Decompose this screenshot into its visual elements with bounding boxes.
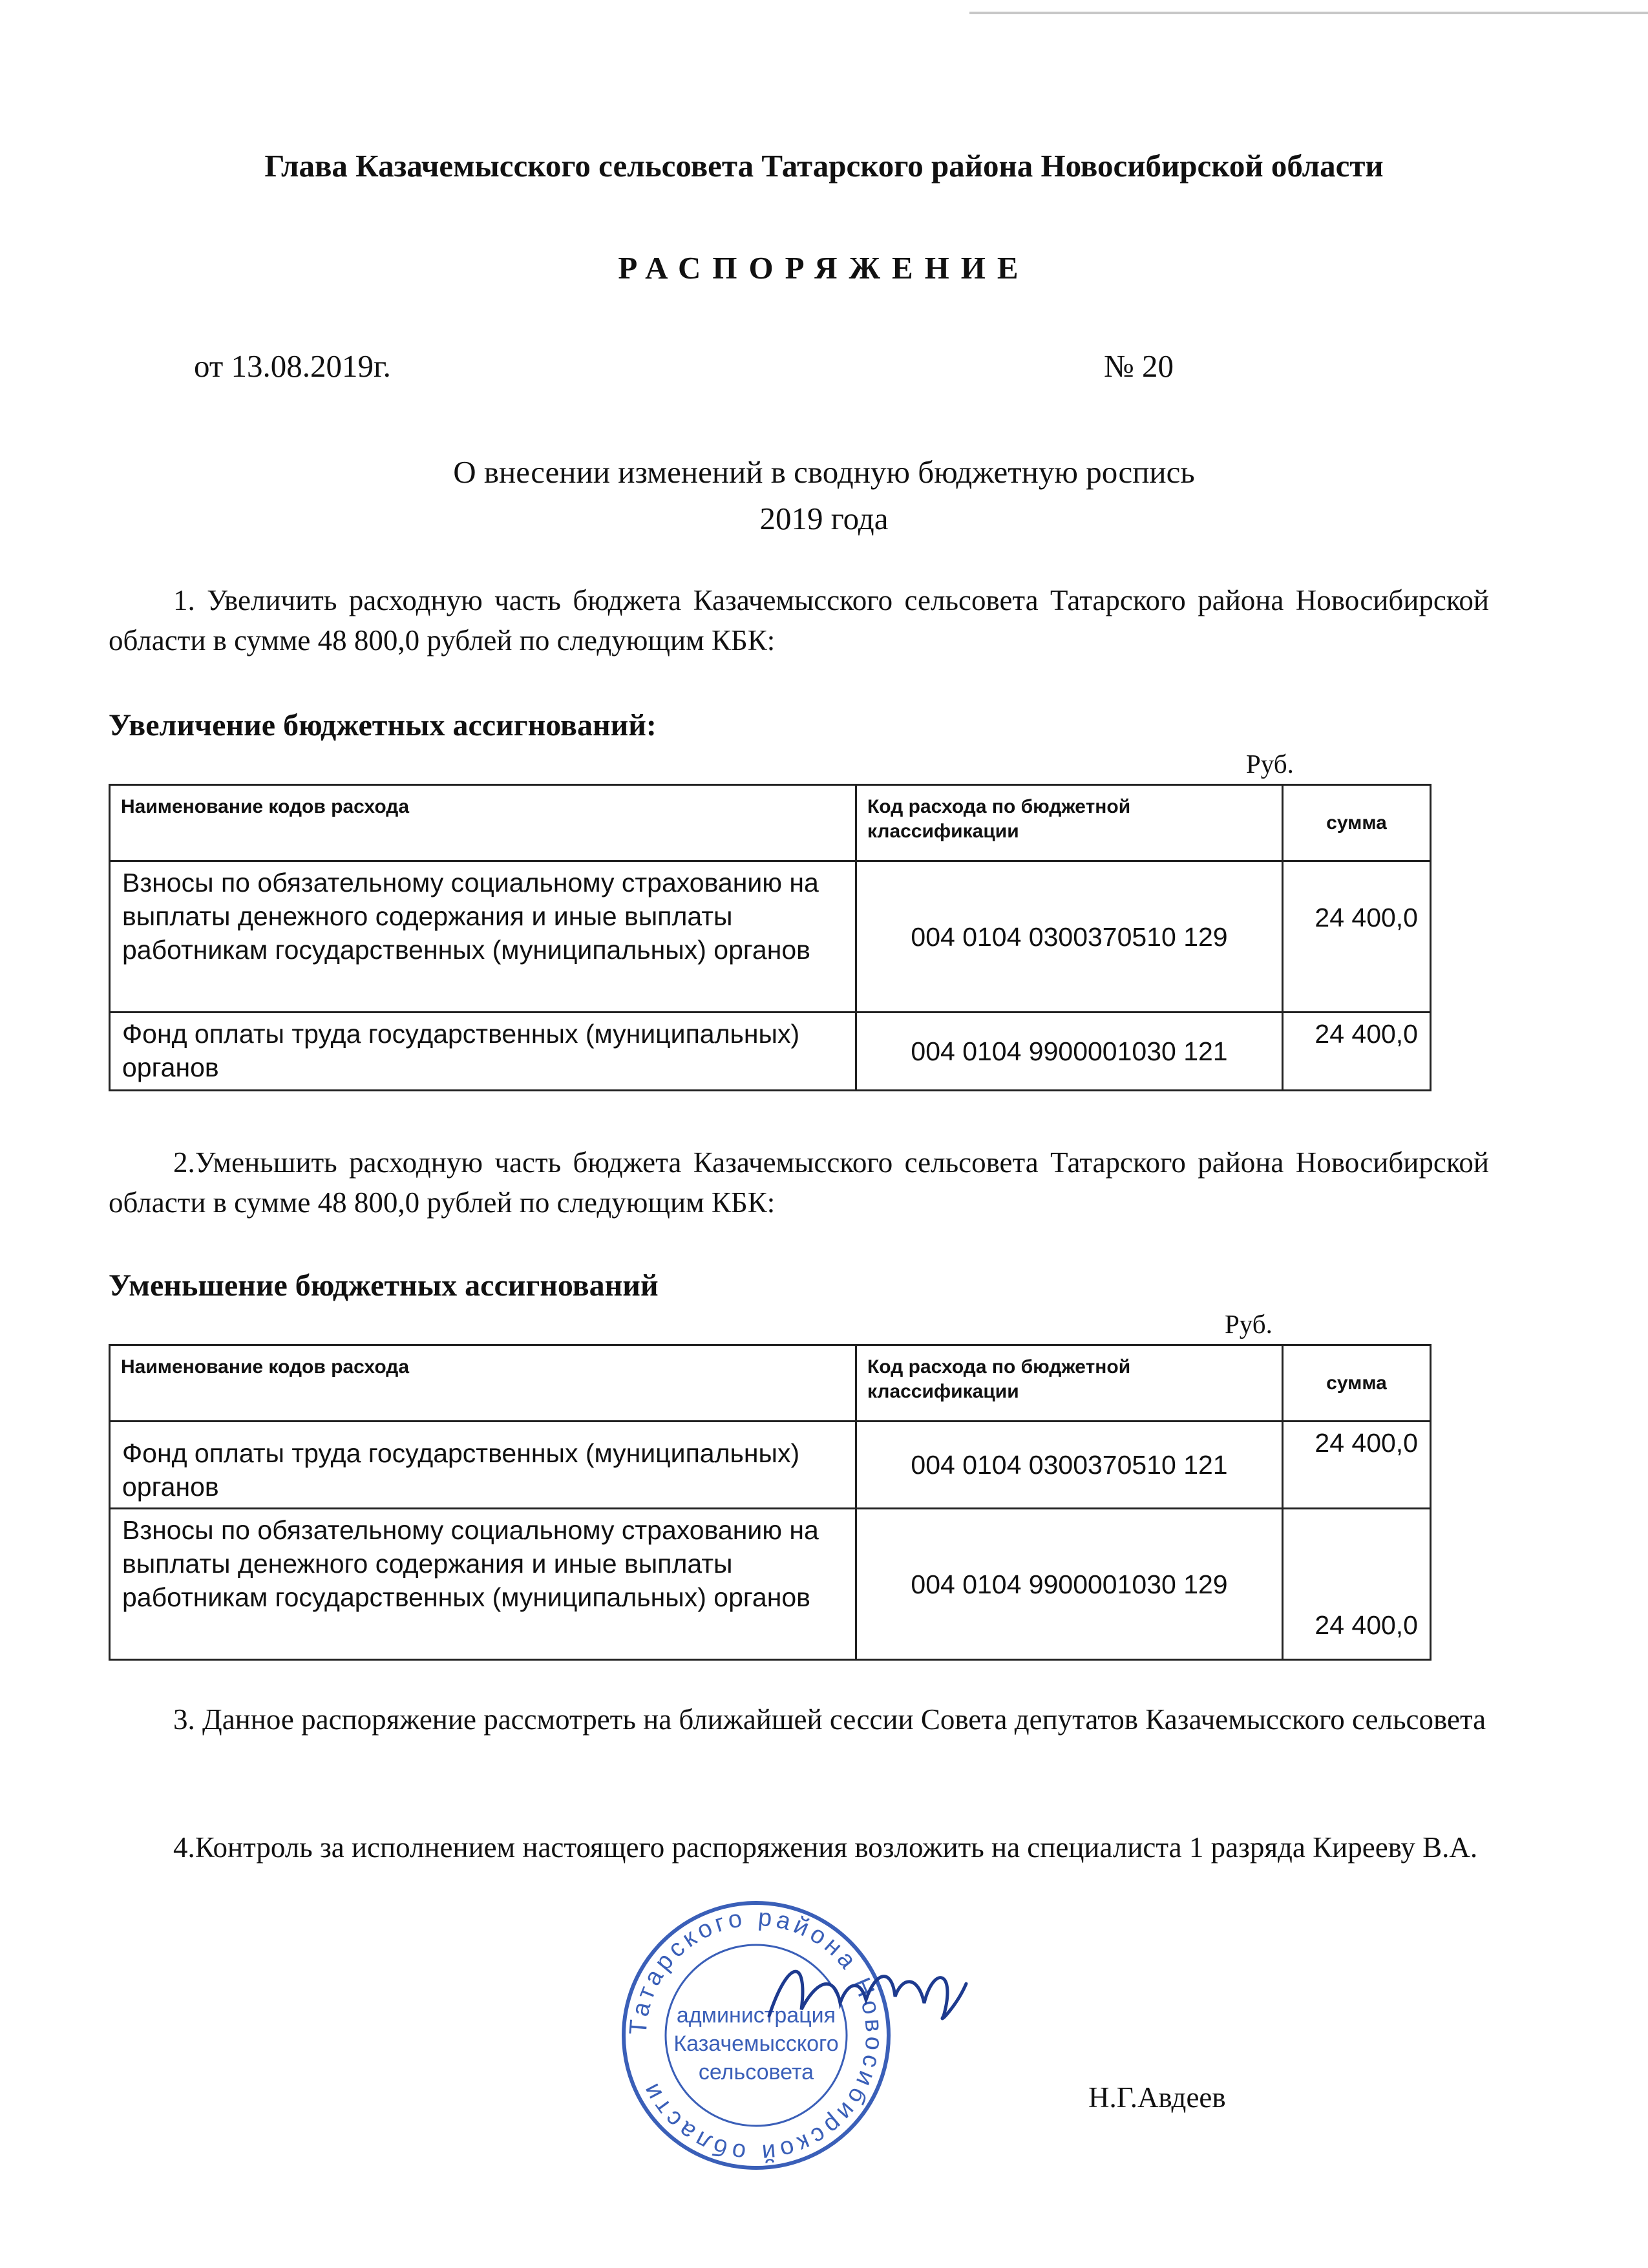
document-type: РАСПОРЯЖЕНИЕ [618, 250, 1030, 286]
column-header-amount: сумма [1283, 785, 1431, 861]
column-header-name: Наименование кодов расхода [110, 1345, 856, 1422]
item-1-paragraph: 1. Увеличить расходную часть бюджета Казачемысского сельсовета Татарского района Новосибирской области в сумме 48 800,0 рублей по следующим КБК: [109, 584, 1489, 656]
row-name: Взносы по обязательному социальному страхованию на выплаты денежного содержания и иные выплаты работникам государственных (муниципальных) органов [110, 1509, 856, 1660]
document-number: № 20 [1104, 348, 1174, 384]
row-code: 004 0104 9900001030 121 [856, 1013, 1283, 1091]
row-name: Взносы по обязательному социальному страхованию на выплаты денежного содержания и иные выплаты работникам государственных (муниципальных) органов [110, 861, 856, 1013]
decrease-unit: Руб. [1225, 1309, 1273, 1339]
table-row [110, 861, 1431, 1013]
increase-heading: Увеличение бюджетных ассигнований: [109, 708, 657, 742]
subject-line-1: О внесении изменений в сводную бюджетную роспись [453, 454, 1195, 490]
svg-text:администрацияКазачемысскогосел: администрация Казачемысского сельсовета [673, 2003, 839, 2084]
document-date: от 13.08.2019г. [194, 348, 391, 384]
row-code: 004 0104 0300370510 121 [856, 1422, 1283, 1509]
row-code: 004 0104 9900001030 129 [856, 1509, 1283, 1660]
row-amount: 24 400,0 [1283, 1509, 1431, 1660]
row-amount: 24 400,0 [1283, 861, 1431, 1013]
row-name: Фонд оплаты труда государственных (муниципальных) органов [110, 1013, 856, 1091]
row-amount: 24 400,0 [1283, 1422, 1431, 1509]
svg-text:Татарского района Новосибирско: Татарского района Новосибирской области [624, 1904, 888, 2167]
item-2-paragraph: 2.Уменьшить расходную часть бюджета Казачемысского сельсовета Татарского района Новосибирской области в сумме 48 800,0 рублей по следующим КБК: [109, 1146, 1489, 1219]
column-header-name: Наименование кодов расхода [110, 785, 856, 861]
table-row [110, 1422, 1431, 1509]
increase-table [109, 784, 1431, 1091]
table-row [110, 1013, 1431, 1091]
document-subject [0, 449, 1648, 542]
column-header-amount: сумма [1283, 1345, 1431, 1422]
item-4-paragraph: 4.Контроль за исполнением настоящего распоряжения возложить на специалиста 1 разряда Кирееву В.А. [173, 1831, 1478, 1864]
table-row [110, 1509, 1431, 1660]
handwritten-signature [763, 1945, 969, 2035]
table-header-row [110, 1345, 1431, 1422]
increase-unit: Руб. [1246, 749, 1294, 779]
row-amount: 24 400,0 [1283, 1013, 1431, 1091]
table-header-row [110, 785, 1431, 861]
column-header-code: Код расхода по бюджетной классификации [856, 785, 1283, 861]
signatory-name: Н.Г.Авдеев [1088, 2081, 1226, 2114]
column-header-code: Код расхода по бюджетной классификации [856, 1345, 1283, 1422]
row-name: Фонд оплаты труда государственных (муниципальных) органов [110, 1422, 856, 1509]
decrease-heading: Уменьшение бюджетных ассигнований [109, 1268, 659, 1303]
subject-line-2: 2019 года [759, 501, 889, 536]
scan-edge-line [969, 12, 1648, 14]
row-code: 004 0104 0300370510 129 [856, 861, 1283, 1013]
decrease-table [109, 1344, 1431, 1661]
document-authority: Глава Казачемысского сельсовета Татарского района Новосибирской области [264, 148, 1384, 184]
item-3-paragraph: 3. Данное распоряжение рассмотреть на ближайшей сессии Совета депутатов Казачемысского сельсовета [173, 1703, 1486, 1736]
